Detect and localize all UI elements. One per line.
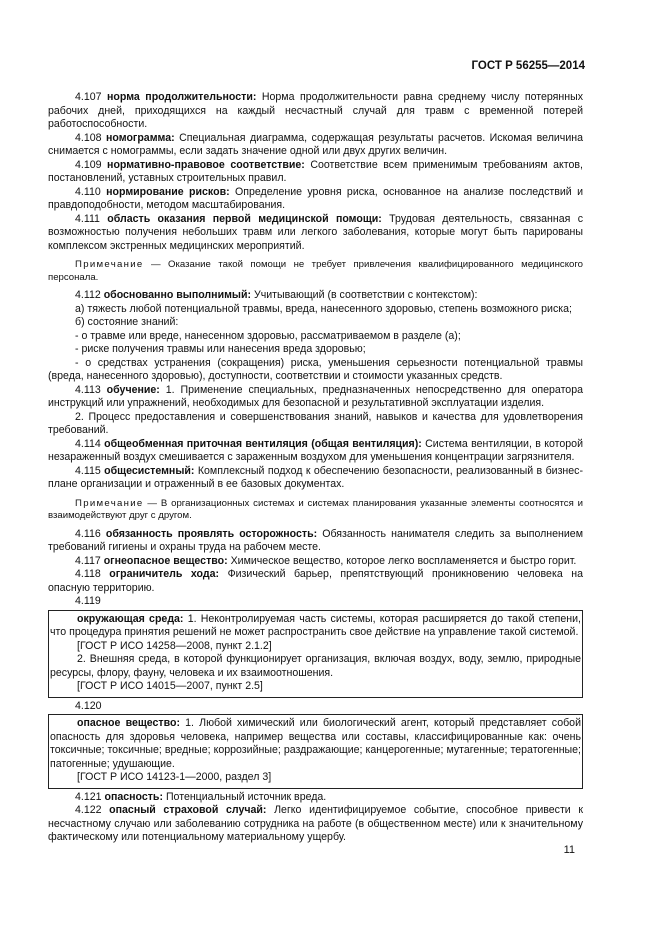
entry-number: 4.119 (75, 595, 101, 607)
term: обучение: (106, 383, 160, 396)
definition-text: окружающая среда: 1. Неконтролируемая часть системы, которая расширяется до такой степени, что процедура принятия решений не может распространить свое действие на управление такой системой. (50, 612, 581, 638)
boxed-definition-4-120 (48, 714, 583, 789)
entry-4-116: 4.116 обязанность проявлять осторожность: Обязанность нанимателя следить за выполнением требований гигиены и охраны труда на рабочем месте. (48, 527, 583, 553)
term: обоснованно выполнимый: (103, 289, 252, 301)
entry-4-114: 4.114 общеобменная приточная вентиляция (общая вентиляция): Система вентиляции, в которой незараженный воздух смешивается с зараженным воздухом для уменьшения концентрации загрязнителя. (48, 437, 583, 463)
note: Примечание — Оказание такой помощи не требует привлечения квалифицированного медицинского персонала. (48, 259, 583, 283)
entry-4-109: 4.109 нормативно-правовое соответствие: Соответствие всем применимым требованиям актов, постановлений, уставных строительных правил. (48, 158, 583, 184)
reference: [ГОСТ Р ИСО 14015—2007, пункт 2.5] (77, 680, 263, 692)
entry-4-118: 4.118 ограничитель хода: Физический барьер, препятствующий проникновению человека на опасную территорию. (48, 568, 583, 594)
term: опасность: (104, 790, 163, 803)
term: опасное вещество: (77, 717, 180, 729)
list-item: а) тяжесть любой потенциальной травмы, вреда, нанесенного здоровью, степень возможного риска; (75, 302, 572, 315)
entry-4-113: 4.113 обучение: 1. Применение специальных, предназначенных непосредственно для оператора инструкций или упражнений, необходимых для безопасной и результативной эксплуатации изделия. (48, 383, 583, 409)
entry-4-112: 4.112 обоснованно выполнимый: Учитывающий (в соответствии с контекстом): (75, 289, 478, 301)
term: опасный страховой случай: (109, 804, 267, 816)
term: обязанность проявлять осторожность: (105, 527, 318, 540)
list-item: б) состояние знаний: (75, 316, 179, 328)
list-item: - о средствах устранения (сокращения) риска, уменьшения серьезности потенциальной травмы (вреда, нанесенного здоровью), доступности, соответствии и стоимости указанных средств. (48, 356, 583, 382)
definition-part: 2. Внешняя среда, в которой функционирует организация, включая воздух, воду, землю, природные ресурсы, флору, фауну, человека и их взаимоотношения. (50, 653, 581, 679)
entry-number: 4.120 (75, 699, 102, 712)
standard-header: ГОСТ Р 56255—2014 (471, 60, 585, 72)
term: ограничитель хода: (109, 568, 220, 580)
term: нормирование рисков: (106, 185, 230, 198)
boxed-definition-4-119 (48, 610, 583, 698)
entry-4-107: 4.107 норма продолжительности: Норма продолжительности равна среднему числу потерянных рабочих дней, приходящихся на каждый несчастный случай для травм с временной потерей работоспособности. (48, 91, 583, 130)
note-label: Примечание (75, 497, 144, 509)
note-label: Примечание (75, 259, 144, 270)
reference: [ГОСТ Р ИСО 14123-1—2000, раздел 3] (77, 771, 272, 783)
entry-4-122: 4.122 опасный страховой случай: Легко идентифицируемое событие, способное привести к несчастному случаю или заболеванию сотрудника на работе (в общественном месте) или к значительному фактическому или потенциальному материальному ущербу. (48, 804, 583, 843)
list-item: - о травме или вреде, нанесенном здоровью, рассматриваемом в разделе (а); (75, 329, 461, 342)
reference: [ГОСТ Р ИСО 14258—2008, пункт 2.1.2] (77, 639, 272, 652)
entry-4-121: 4.121 опасность: Потенциальный источник вреда. (75, 790, 327, 803)
entry-4-108: 4.108 номограмма: Специальная диаграмма, содержащая результаты расчетов. Искомая величина снимается с номограммы, если задать значение одной или двух других величин. (48, 131, 583, 157)
list-item: - риске получения травмы или нанесения вреда здоровью; (75, 343, 366, 355)
page-number: 11 (563, 844, 575, 856)
term: норма продолжительности: (107, 91, 257, 103)
definition-part: 2. Процесс предоставления и совершенствования знаний, навыков и качества для удовлетворения требований. (48, 410, 583, 436)
definition-text: опасное вещество: 1. Любой химический или биологический агент, который представляет собой опасность для здоровья человека, например вещества или составы, классифицированные как: очень токсичные; токсичные; вредные; коррозийные; раздражающие; канцерогенные; мутагенные; тератогенные; патогенные; удушающие. (50, 717, 581, 770)
term: нормативно-правовое соответствие: (107, 158, 305, 171)
term: область оказания первой медицинской помощи: (107, 212, 382, 225)
term: общесистемный: (104, 464, 195, 477)
term: общеобменная приточная вентиляция (общая вентиляция): (104, 437, 422, 450)
note: Примечание — В организационных системах и системах планирования указанные элементы соотносятся и взаимодействуют друг с другом. (48, 497, 583, 521)
page-content (48, 91, 583, 845)
entry-4-117: 4.117 огнеопасное вещество: Химическое вещество, которое легко воспламеняется и быстро горит. (75, 554, 577, 567)
term: номограмма: (106, 131, 175, 144)
entry-4-115: 4.115 общесистемный: Комплексный подход к обеспечению безопасности, реализованный в бизнес-плане организации и отраженный в ее базовых документах. (48, 464, 583, 490)
entry-4-110: 4.110 нормирование рисков: Определение уровня риска, основанное на анализе последствий и правдоподобности, методом масштабирования. (48, 185, 584, 211)
term: огнеопасное вещество: (103, 554, 228, 567)
term: окружающая среда: (77, 612, 184, 625)
entry-4-111: 4.111 область оказания первой медицинской помощи: Трудовая деятельность, связанная с возможностью получения небольших травм или легкого заболевания, которые могут быть парированы комплексом экстренных медицинских мероприятий. (48, 212, 583, 252)
